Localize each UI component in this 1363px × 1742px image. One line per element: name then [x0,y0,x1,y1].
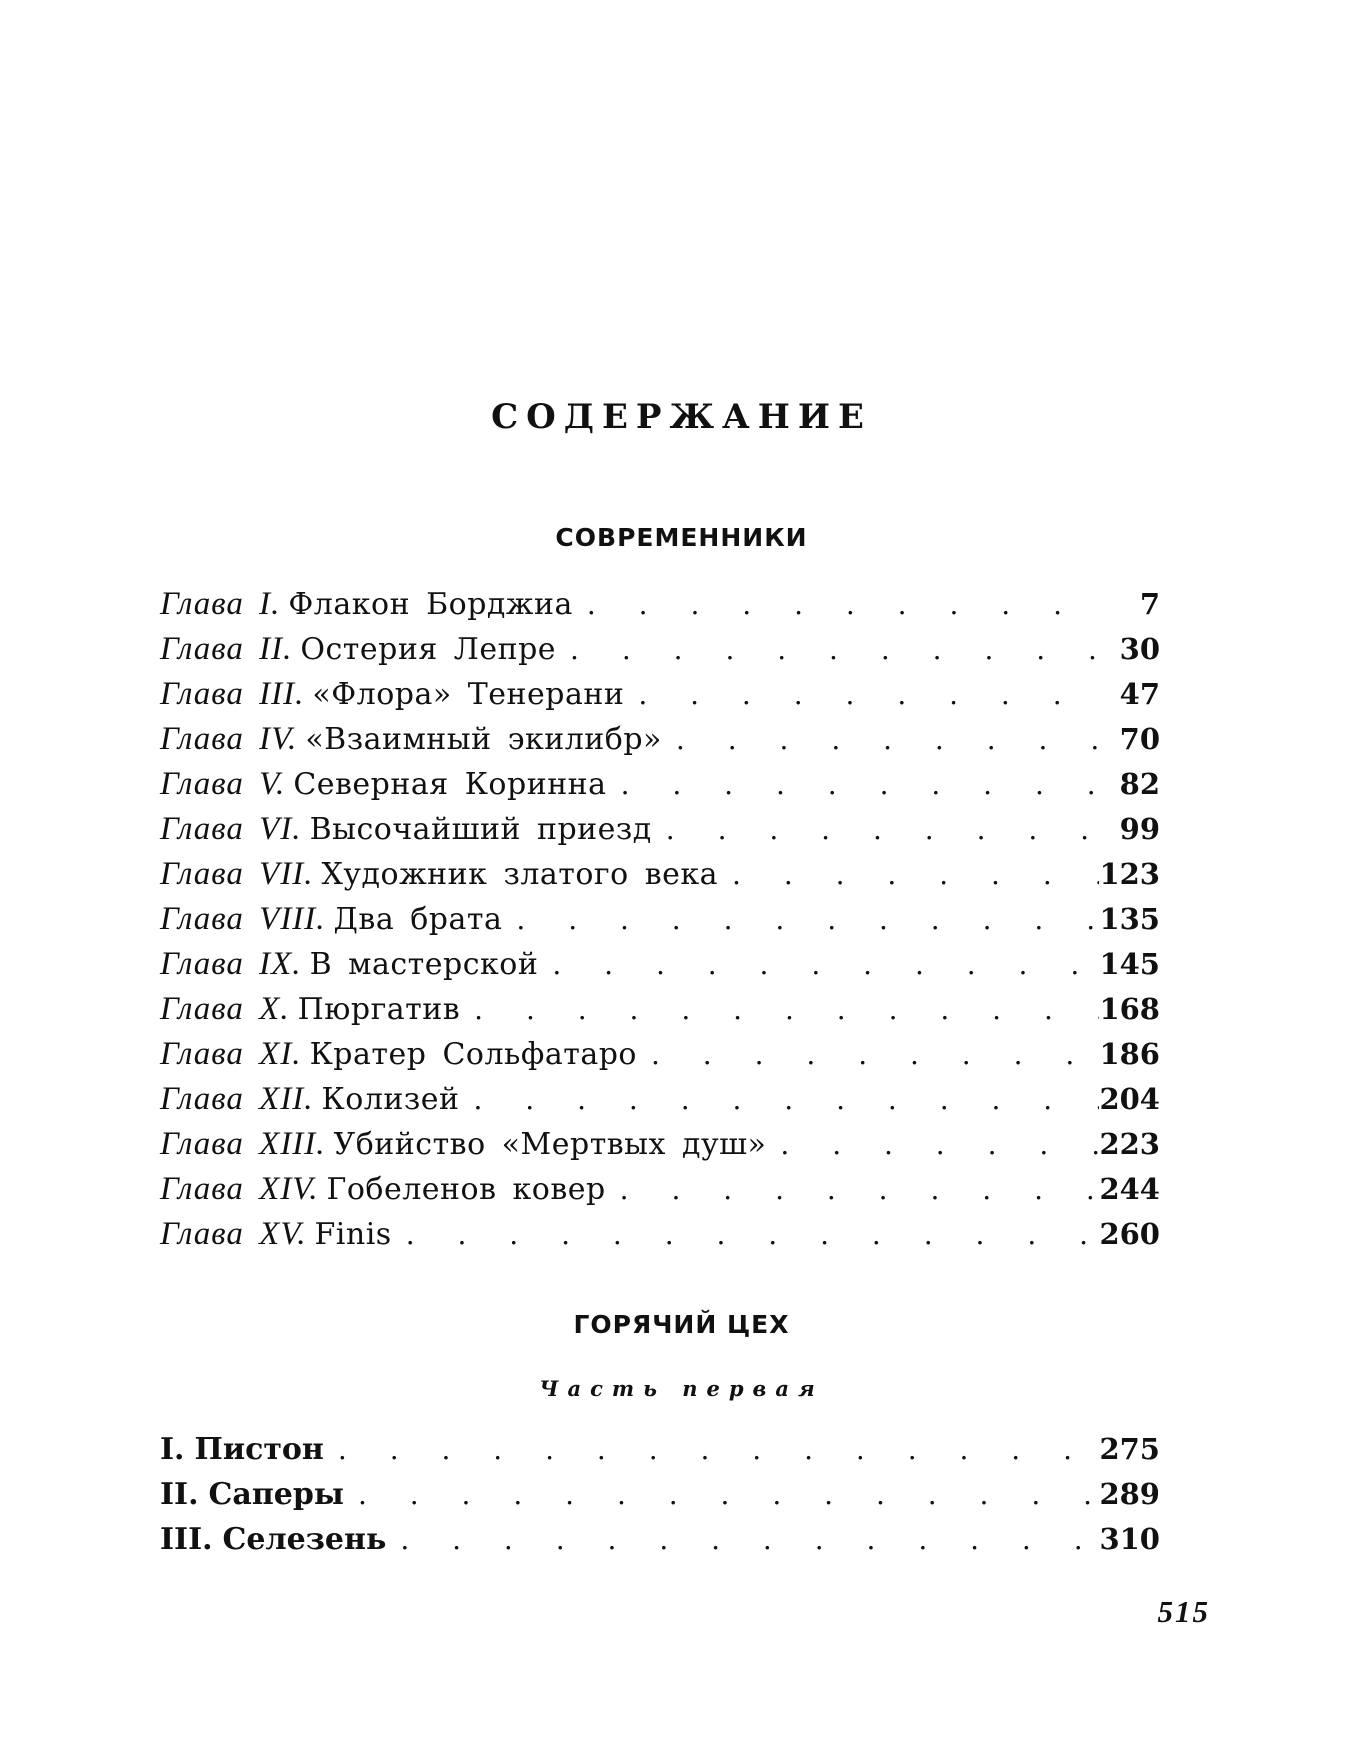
page-number: 275 [1099,1432,1160,1466]
toc-entry [160,672,1160,717]
chapter-title: Колизей [321,1082,460,1117]
page-number: 289 [1099,1477,1160,1511]
chapter-title: Высочайший приезд [309,812,652,847]
chapter-label: Глава XIV. [160,1171,319,1207]
toc-entry [160,1077,1160,1122]
toc-entry [160,1122,1160,1167]
chapter-title: «Флора» Тенерани [312,677,625,712]
dot-leader [607,762,1102,807]
chapter-label: Глава I. [160,586,281,622]
toc-entry [160,942,1160,987]
dot-leader [766,1122,1099,1167]
chapter-label: Глава IX. [160,946,302,982]
page-number: 244 [1099,1172,1160,1206]
chapter-label: Глава VIII. [160,901,326,937]
page-number: 145 [1099,947,1160,981]
chapter-label: Глава III. [160,676,305,712]
chapter-title: В мастерской [309,947,539,982]
chapter-title: «Взаимный экилибр» [305,722,662,757]
page-number: 7 [1139,587,1160,621]
toc-entry [160,897,1160,942]
toc-entry [160,807,1160,852]
chapter-title: Северная Коринна [293,767,607,802]
page-number: 30 [1119,632,1160,666]
chapter-title: Остерия Лепре [300,632,557,667]
toc-list-sovremenniki [160,582,1160,1257]
toc-entry [160,1032,1160,1077]
chapter-label: Глава XIII. [160,1126,326,1162]
dot-leader [386,1517,1099,1562]
part-title: Часть первая [539,1376,824,1401]
section-title-goryachiy-tsekh: ГОРЯЧИЙ ЦЕХ [573,1310,790,1339]
dot-leader [606,1167,1100,1212]
chapter-label: Глава XII. [160,1081,314,1117]
page-number: 223 [1099,1127,1160,1161]
chapter-title: Кратер Сольфатаро [309,1037,637,1072]
dot-leader [538,942,1099,987]
chapter-title: Флакон Борджиа [288,587,573,622]
page-number-folio: 515 [1157,1594,1210,1629]
chapter-label: Глава XI. [160,1036,302,1072]
toc-entry [160,987,1160,1032]
dot-leader [502,897,1099,942]
dot-leader [718,852,1099,897]
chapter-label: Глава XV. [160,1216,307,1252]
chapter-title: Пюргатив [297,992,461,1027]
chapter-title: Селезень [222,1522,387,1557]
chapter-title: Убийство «Мертвых душ» [333,1127,767,1162]
dot-leader [637,1032,1099,1077]
toc-entry [160,1472,1160,1517]
chapter-label: Глава X. [160,991,290,1027]
chapter-title: Finis [314,1217,392,1252]
toc-entry [160,1212,1160,1257]
toc-entry [160,717,1160,762]
page-number: 123 [1099,857,1160,891]
page-number: 204 [1099,1082,1160,1116]
page-number: 310 [1099,1522,1160,1556]
chapter-label: Глава V. [160,766,286,802]
page-number: 168 [1099,992,1160,1026]
chapter-title: Художник златого века [321,857,719,892]
page-number: 260 [1099,1217,1160,1251]
page-number: 70 [1119,722,1160,756]
chapter-title: Пистон [194,1432,324,1467]
chapter-label: Глава IV. [160,721,298,757]
toc-entry [160,1167,1160,1212]
chapter-label: Глава VI. [160,811,302,847]
section-title-sovremenniki: СОВРЕМЕННИКИ [555,523,808,552]
chapter-title: Гобеленов ковер [326,1172,606,1207]
dot-leader [624,672,1102,717]
dot-leader [652,807,1102,852]
dot-leader [662,717,1102,762]
dot-leader [460,987,1099,1032]
dot-leader [573,582,1102,627]
chapter-number: II. [160,1477,199,1512]
dot-leader [556,627,1102,672]
page-number: 47 [1119,677,1160,711]
chapter-number: I. [160,1432,185,1467]
dot-leader [392,1212,1100,1257]
chapter-title: Саперы [208,1477,344,1512]
page-number: 99 [1119,812,1160,846]
chapter-number: III. [160,1522,213,1557]
chapter-label: Глава II. [160,631,293,667]
page-number: 135 [1099,902,1160,936]
dot-leader [324,1427,1100,1472]
page-number: 82 [1119,767,1160,801]
dot-leader [460,1077,1100,1122]
chapter-title: Два брата [333,902,503,937]
toc-list-goryachiy-tsekh [160,1427,1160,1562]
toc-entry [160,762,1160,807]
chapter-label: Глава VII. [160,856,314,892]
toc-entry [160,1427,1160,1472]
toc-entry [160,582,1160,627]
page-number: 186 [1099,1037,1160,1071]
toc-entry [160,627,1160,672]
page-title: СОДЕРЖАНИЕ [491,397,872,437]
dot-leader [344,1472,1100,1517]
toc-entry [160,1517,1160,1562]
toc-entry [160,852,1160,897]
